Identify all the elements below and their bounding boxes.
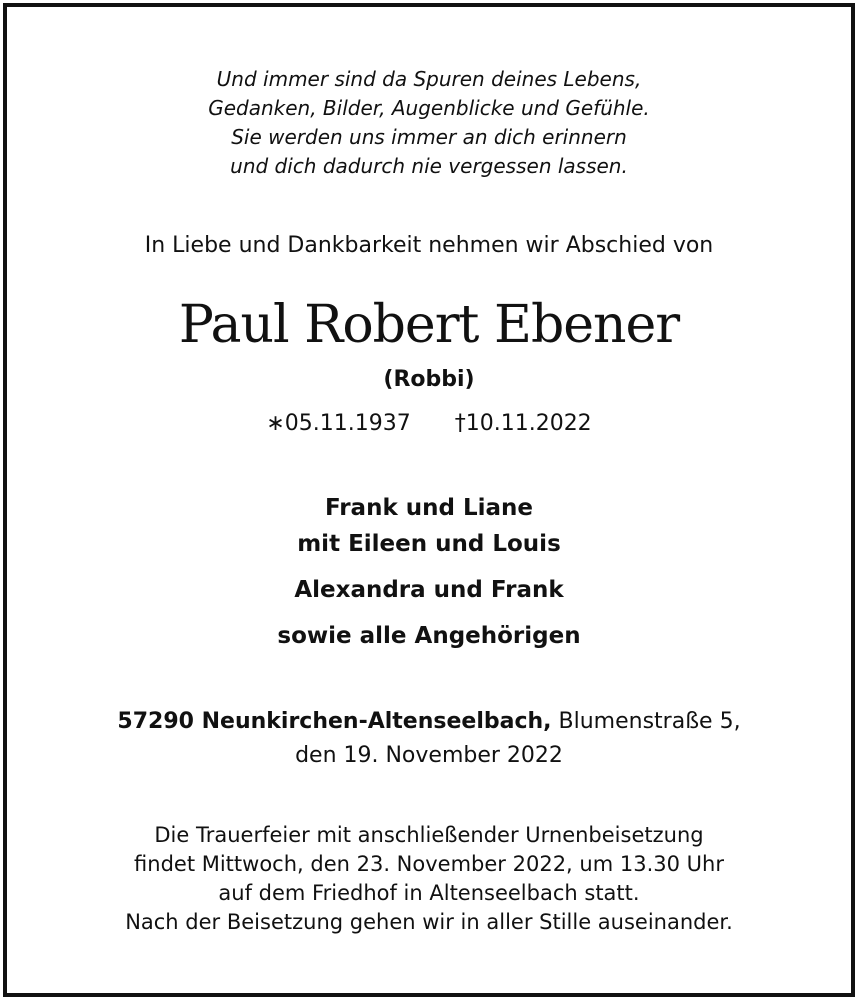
mourner-line: Frank und Liane — [324, 495, 534, 521]
deceased-nickname: (Robbi) — [383, 367, 475, 392]
address-line — [7, 709, 851, 734]
funeral-info-line: findet Mittwoch, den 23. November 2022, um 13.30 Uhr — [134, 852, 724, 876]
birth-date: 05.11.1937 — [284, 411, 411, 436]
obituary-notice — [3, 3, 855, 997]
poem-line: Und immer sind da Spuren deines Lebens, — [216, 67, 642, 91]
mourner-line: Alexandra und Frank — [294, 577, 564, 603]
life-dates — [7, 411, 851, 436]
poem-line: Sie werden uns immer an dich erinnern — [231, 125, 627, 149]
address-street: Blumenstraße 5, — [558, 709, 741, 734]
mourner-line: sowie alle Angehörigen — [277, 623, 581, 649]
funeral-info-line: Nach der Beisetzung gehen wir in aller Stille auseinander. — [125, 910, 733, 934]
intro-text: In Liebe und Dankbarkeit nehmen wir Abschied von — [144, 233, 714, 258]
birth-star-icon: ∗ — [266, 411, 285, 436]
poem-line: und dich dadurch nie vergessen lassen. — [230, 154, 628, 178]
mourner-line: mit Eileen und Louis — [297, 531, 561, 557]
poem-line: Gedanken, Bilder, Augenblicke und Gefühle. — [208, 96, 650, 120]
funeral-info-line: auf dem Friedhof in Altenseelbach statt. — [218, 881, 640, 905]
death-cross-icon: † — [454, 411, 466, 436]
death-date: 10.11.2022 — [465, 411, 592, 436]
funeral-info-line: Die Trauerfeier mit anschließender Urnenbeisetzung — [154, 823, 704, 847]
address-city: 57290 Neunkirchen-Altenseelbach, — [117, 709, 552, 734]
notice-date: den 19. November 2022 — [295, 743, 563, 768]
deceased-name: Paul Robert Ebener — [178, 295, 680, 355]
